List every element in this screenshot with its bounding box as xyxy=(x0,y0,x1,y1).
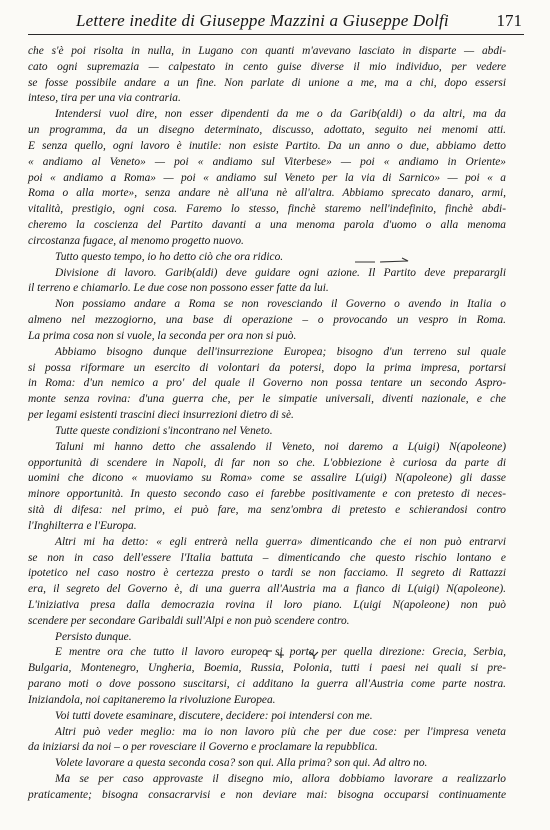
text-line: poi « andiamo a Roma» — poi « andiamo sul Veneto per la via di Sarnico» — poi « a xyxy=(28,171,506,184)
text-line: Roma o alla morte», senza andare nè all'una nè all'altra. Abbiamo sprecato danaro, armi, xyxy=(28,187,506,200)
text-line: uomini che dicono « muoviamo su Roma» come se assalire L(uigi) N(apoleone) gli dasse xyxy=(28,472,506,485)
text-line: parano moti o dove possono suscitarsi, ci additano la guerra all'Austria come parte nostra. xyxy=(28,678,506,691)
text-line: il terreno e chiamarlo. Le due cose non possono esser fatte da lui. xyxy=(28,282,329,295)
letter-body xyxy=(28,44,506,804)
text-line: E mentre ora che tutto il lavoro europeo si porta per quella direzione: Grecia, Serbia, xyxy=(55,646,506,659)
text-line: Tutto questo tempo, io ho detto ciò che ora ridico. xyxy=(55,250,284,263)
text-line: Voi tutti dovete esaminare, discutere, decidere: poi intendersi con me. xyxy=(55,709,373,722)
text-line: circostanza fugace, al menomo progetto nuovo. xyxy=(28,234,244,247)
text-line: Iniziandola, noi capitaneremo la rivoluzione Europea. xyxy=(28,693,276,706)
text-line: E senza quello, ogni lavoro è inutile: non esiste Partito. Da un anno o due, abbiamo detto xyxy=(28,139,506,152)
text-line: Divisione di lavoro. Garib(aldi) deve guidare ogni azione. Il Partito deve preparargli xyxy=(55,266,506,279)
text-line: Bulgaria, Montenegro, Ungheria, Boemia, Russia, Polonia, tutti i paesi nei quali si pre- xyxy=(28,662,506,675)
page-number: 171 xyxy=(496,11,522,30)
text-line: Taluni mi hanno detto che assalendo il Veneto, noi daremo a L(uigi) N(apoleone) xyxy=(55,440,506,453)
text-line: minore opportunità. In questo secondo caso ei farebbe positivamente e con pretesto di neces- xyxy=(28,488,506,501)
text-line: un programma, da un disegno determinato, discusso, adottato, seguito nei menomi atti. xyxy=(28,124,506,137)
text-line: praticamente; bisogna consacrarvisi e non deviare mai: bisogna occuparsi continuamente xyxy=(28,788,506,801)
text-line: se non in caso dell'essere l'Italia battuta – dimenticando che questo rischio lontano e xyxy=(28,551,506,564)
text-line: da iniziarsi da noi – o per rovesciare il Governo e proclamare la repubblica. xyxy=(28,741,378,754)
text-line: monte senza rovina: d'una guerra che, per le simpatie universali, diventi nazionale, e che xyxy=(28,393,506,406)
text-line: Altri può veder meglio: ma io non lavoro più che per due cose: per l'impresa veneta xyxy=(55,725,506,738)
text-line: Persisto dunque. xyxy=(55,630,132,643)
running-title: Lettere inedite di Giuseppe Mazzini a Giuseppe Dolfi xyxy=(76,11,449,30)
running-header xyxy=(28,8,524,35)
text-line: Non possiamo andare a Roma se non rovesciando il Governo o avendo in Italia o xyxy=(55,298,506,311)
text-line: Intendersi vuol dire, non esser dipendenti da me o da Garib(aldi) o da altri, ma da xyxy=(55,108,506,121)
text-line: scendere per secondare Garibaldi sull'Alpi e non può scendere contro. xyxy=(28,614,350,627)
text-line: si possa riformare un esercito di volontari da potersi, dopo la prima impresa, portarsi xyxy=(28,361,506,374)
text-line: Ma se per caso approvaste il disegno mio, allora dobbiamo lavorare a realizzarlo xyxy=(55,773,506,786)
text-line: che s'è poi risolta in nulla, in Lugano con quanti m'avevano lasciato in disparte — abdi- xyxy=(28,45,506,57)
text-line: Abbiamo bisogno dunque dell'insurrezione Europea; bisogno d'un terreno sul quale xyxy=(55,345,506,358)
text-line: se fosse possibile andare a un fine. Non parlate di unione a me, ma a chi, dopo essersi xyxy=(28,76,506,89)
text-line: Tutte queste condizioni s'incontrano nel Veneto. xyxy=(55,424,273,437)
text-line: opportunità di scendere in Napoli, di far non so che. L'obbiezione è curiosa da parte di xyxy=(28,456,506,469)
text-line: La prima cosa non si vuole, la seconda per ora non si può. xyxy=(28,329,297,342)
text-line: L'iniziativa presa dalla democrazia rovina il loro piano. L(uigi N(apoleone) non può xyxy=(28,598,506,611)
text-line: l'Inghilterra e l'Europa. xyxy=(28,519,137,532)
text-line: Altri mi ha detto: « egli entrerà nella guerra» dimenticando che ei non può entrarvi xyxy=(55,535,506,548)
text-line: cato ogni supremazia — calpestato in cento guise diverse il mio individuo, per vedere xyxy=(28,60,506,73)
text-line: « andiamo al Veneto» — poi « andiamo sul Viterbese» — poi « andiamo in Oriente» xyxy=(28,155,506,168)
text-line: almeno nel mezzogiorno, una base di operazione – o provocando un vespro in Roma. xyxy=(28,314,506,327)
text-line: sità di difesa: nel primo, ei può fare, ma senz'ombra di pretesto e schierandosi contro xyxy=(28,504,506,517)
text-line: inteso, tira per una via contraria. xyxy=(28,92,181,105)
text-line: era, il segreto del Governo è, di una guerra all'Austria ma a fianco di L(uigi) N(apoleone). xyxy=(28,583,506,596)
text-line: ipotetico nel caso nostro è certezza presto o tardi se non facciamo. Il segreto di Rattazzi xyxy=(28,567,506,580)
text-line: vitalità, prestigio, ogni cosa. Faremo lo stesso, finchè staremo nell'indefinito, finchè abdi- xyxy=(28,203,506,216)
text-line: Volete lavorare a questa seconda cosa? son qui. Alla prima? son qui. Ad altro no. xyxy=(55,757,428,770)
text-line: per legami esistenti trascini dieci insurrezioni dietro di sè. xyxy=(28,409,294,422)
text-line: in Roma: d'un nemico a pro' del quale il Governo non possa tentare un secondo Aspro- xyxy=(28,377,506,390)
text-line: cheremo la coscienza del Partito davanti a una menoma parola d'uomo o alla menoma xyxy=(28,219,506,232)
